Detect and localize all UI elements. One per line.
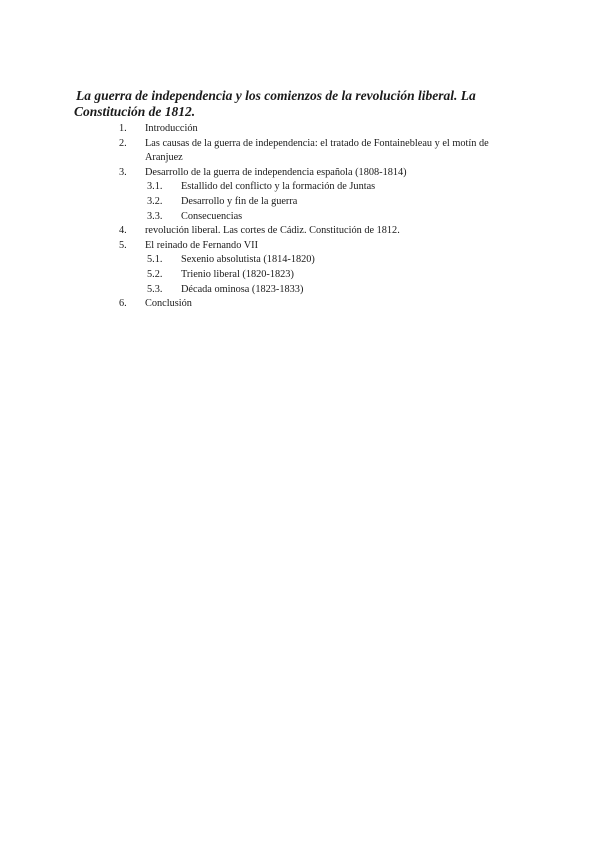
toc-item-number: 6. bbox=[119, 298, 127, 310]
toc-item-text: Conclusión bbox=[145, 298, 192, 310]
toc-item-number: 3.2. bbox=[147, 195, 163, 207]
document-title: La guerra de independencia y los comienzos de la revolución liberal. La Constitución de 1812. bbox=[74, 88, 476, 119]
toc-item-5-3 bbox=[0, 283, 600, 298]
toc-item-text: Las causas de la guerra de independencia: el tratado de Fontainebleau y el motín de Aranjuez bbox=[145, 137, 489, 164]
toc-item-6 bbox=[0, 297, 600, 312]
toc-item-number: 3. bbox=[119, 166, 127, 178]
toc-item-text: Sexenio absolutista (1814-1820) bbox=[181, 254, 315, 266]
toc-item-2 bbox=[0, 137, 600, 166]
toc-item-4 bbox=[0, 224, 600, 239]
toc-item-number: 5.3. bbox=[147, 283, 163, 295]
toc-item-number: 3.3. bbox=[147, 210, 163, 222]
toc-item-5 bbox=[0, 239, 600, 254]
toc-item-number: 1. bbox=[119, 123, 127, 134]
toc-item-text: Desarrollo y fin de la guerra bbox=[181, 195, 298, 207]
toc-item-number: 2. bbox=[119, 137, 127, 149]
toc-item-text: Década ominosa (1823-1833) bbox=[181, 283, 304, 295]
toc-item-3-2 bbox=[0, 195, 600, 210]
toc-item-text: Consecuencias bbox=[181, 210, 243, 222]
toc-item-number: 4. bbox=[119, 225, 127, 237]
toc-item-5-2 bbox=[0, 268, 600, 283]
toc-item-5-1 bbox=[0, 253, 600, 268]
toc-item-text: Desarrollo de la guerra de independencia española (1808-1814) bbox=[145, 166, 407, 178]
toc-item-3 bbox=[0, 166, 600, 181]
toc-item-text: Estallido del conflicto y la formación de Juntas bbox=[181, 181, 376, 193]
toc-item-3-3 bbox=[0, 210, 600, 225]
toc-item-text: Trienio liberal (1820-1823) bbox=[181, 268, 294, 280]
toc-item-text: El reinado de Fernando VII bbox=[145, 239, 259, 251]
toc-item-number: 3.1. bbox=[147, 181, 163, 193]
toc-item-text: Introducción bbox=[145, 123, 198, 134]
toc-item-1 bbox=[0, 122, 600, 137]
toc-item-text: revolución liberal. Las cortes de Cádiz. Constitución de 1812. bbox=[145, 225, 400, 237]
toc-item-number: 5. bbox=[119, 239, 127, 251]
toc-item-3-1 bbox=[0, 180, 600, 195]
toc-item-number: 5.1. bbox=[147, 254, 163, 266]
toc-item-number: 5.2. bbox=[147, 268, 163, 280]
table-of-contents bbox=[0, 122, 600, 312]
